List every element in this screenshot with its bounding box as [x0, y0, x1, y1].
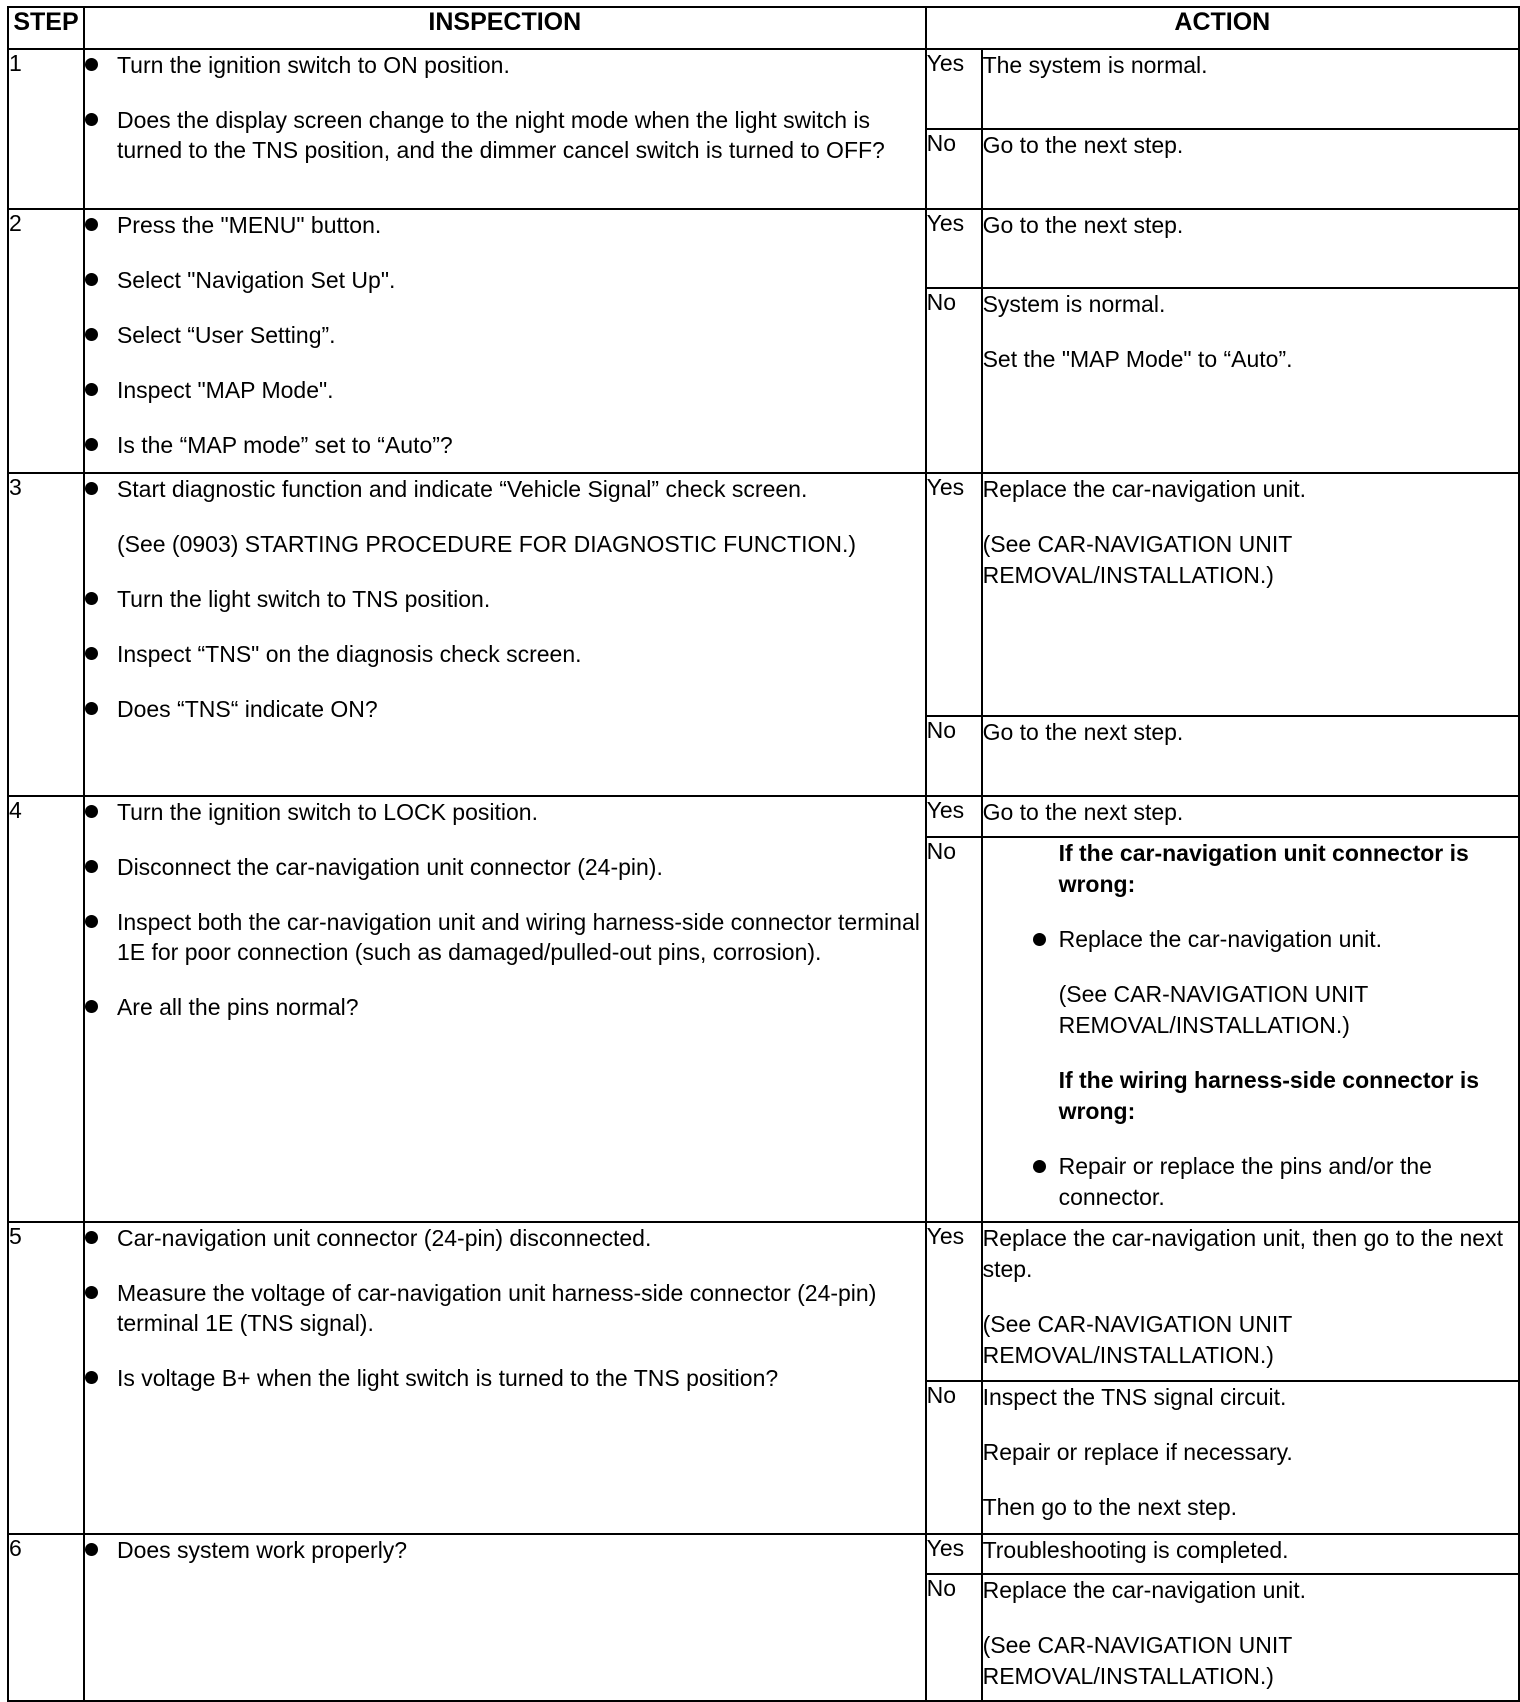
no-label: No — [926, 837, 982, 1222]
action-no — [982, 837, 1519, 1222]
bullet-icon — [85, 647, 98, 660]
action-yes: Replace the car-navigation unit, then go to the next step. (See CAR-NAVIGATION UNIT REMOVAL/INSTALLATION.) — [982, 1222, 1519, 1381]
step-number: 4 — [8, 796, 84, 1222]
bullet-icon — [85, 1000, 98, 1013]
inspection-cell — [84, 49, 926, 209]
list-item: Are all the pins normal? — [85, 992, 925, 1022]
no-label: No — [926, 288, 982, 473]
bullet-icon — [85, 915, 98, 928]
table-row — [8, 796, 1519, 837]
no-label: No — [926, 716, 982, 796]
bullet-icon — [1033, 1160, 1046, 1173]
bullet-icon — [85, 218, 98, 231]
action-yes: The system is normal. — [982, 49, 1519, 129]
action-no: System is normal. Set the "MAP Mode" to “Auto”. — [982, 288, 1519, 473]
header-action: ACTION — [926, 7, 1519, 49]
step-number: 5 — [8, 1222, 84, 1534]
table-row — [8, 209, 1519, 288]
header-step: STEP — [8, 7, 84, 49]
list-item: Turn the ignition switch to LOCK position. — [85, 797, 925, 827]
yes-label: Yes — [926, 796, 982, 837]
list-item: Is voltage B+ when the light switch is turned to the TNS position? — [85, 1363, 925, 1393]
list-item: Disconnect the car-navigation unit connector (24-pin). — [85, 852, 925, 882]
inspection-cell — [84, 1222, 926, 1534]
bullet-icon — [85, 1286, 98, 1299]
list-item: Turn the ignition switch to ON position. — [85, 50, 925, 80]
yes-label: Yes — [926, 473, 982, 716]
list-item: Select “User Setting”. — [85, 320, 925, 350]
action-yes: Troubleshooting is completed. — [982, 1534, 1519, 1574]
reference-note: (See CAR-NAVIGATION UNIT REMOVAL/INSTALLATION.) — [1058, 981, 1368, 1038]
yes-label: Yes — [926, 49, 982, 129]
no-label: No — [926, 1574, 982, 1701]
list-item: Is the “MAP mode” set to “Auto”? — [85, 430, 925, 460]
bullet-icon — [85, 113, 98, 126]
list-item: Press the "MENU" button. — [85, 210, 925, 240]
step-number: 3 — [8, 473, 84, 796]
header-row — [8, 7, 1519, 49]
yes-label: Yes — [926, 209, 982, 288]
list-item: Inspect “TNS" on the diagnosis check screen. — [85, 639, 925, 669]
list-item: Replace the car-navigation unit. — [1033, 924, 1518, 955]
bullet-icon — [85, 592, 98, 605]
table-row — [8, 1534, 1519, 1574]
table-row — [8, 1222, 1519, 1381]
no-label: No — [926, 129, 982, 209]
bullet-icon — [85, 1543, 98, 1556]
header-inspection: INSPECTION — [84, 7, 926, 49]
condition-heading: If the wiring harness-side connector is wrong: — [1058, 1067, 1480, 1124]
action-yes: Go to the next step. — [982, 796, 1519, 837]
table-row — [8, 49, 1519, 129]
step-number: 6 — [8, 1534, 84, 1701]
diagnostic-reference-note: (See (0903) STARTING PROCEDURE FOR DIAGNOSTIC FUNCTION.) — [116, 531, 857, 557]
action-no: Replace the car-navigation unit. (See CAR-NAVIGATION UNIT REMOVAL/INSTALLATION.) — [982, 1574, 1519, 1701]
bullet-icon — [85, 58, 98, 71]
action-no: Go to the next step. — [982, 129, 1519, 209]
step-number: 2 — [8, 209, 84, 473]
bullet-icon — [85, 805, 98, 818]
troubleshooting-table — [7, 6, 1520, 1702]
list-item: Measure the voltage of car-navigation unit harness-side connector (24-pin) terminal 1E (TNS signal). — [85, 1278, 925, 1338]
condition-heading: If the car-navigation unit connector is wrong: — [1058, 840, 1469, 897]
list-item: Inspect "MAP Mode". — [85, 375, 925, 405]
list-item: Car-navigation unit connector (24-pin) disconnected. — [85, 1223, 925, 1253]
list-item: Inspect both the car-navigation unit and wiring harness-side connector terminal 1E for poor connection (such as damaged/pulled-out pins, corrosion). — [85, 907, 925, 967]
inspection-cell — [84, 473, 926, 796]
inspection-cell — [84, 1534, 926, 1701]
bullet-icon — [85, 438, 98, 451]
yes-label: Yes — [926, 1222, 982, 1381]
list-item: Start diagnostic function and indicate “Vehicle Signal” check screen. (See (0903) STARTING PROCEDURE FOR DIAGNOSTIC FUNCTION.) — [85, 474, 925, 559]
action-yes: Replace the car-navigation unit. (See CAR-NAVIGATION UNIT REMOVAL/INSTALLATION.) — [982, 473, 1519, 716]
bullet-icon — [85, 860, 98, 873]
table-row — [8, 473, 1519, 716]
list-item: Turn the light switch to TNS position. — [85, 584, 925, 614]
list-item: Repair or replace the pins and/or the connector. — [1033, 1151, 1518, 1213]
bullet-icon — [85, 273, 98, 286]
no-label: No — [926, 1381, 982, 1534]
bullet-icon — [85, 383, 98, 396]
bullet-icon — [85, 702, 98, 715]
list-item: Select "Navigation Set Up". — [85, 265, 925, 295]
list-item: Does the display screen change to the night mode when the light switch is turned to the TNS position, and the dimmer cancel switch is turned to OFF? — [85, 105, 925, 165]
bullet-icon — [85, 1231, 98, 1244]
list-item: Does “TNS“ indicate ON? — [85, 694, 925, 724]
bullet-icon — [1033, 933, 1046, 946]
bullet-icon — [85, 328, 98, 341]
list-item: Does system work properly? — [85, 1535, 925, 1565]
inspection-cell — [84, 209, 926, 473]
step-number: 1 — [8, 49, 84, 209]
yes-label: Yes — [926, 1534, 982, 1574]
inspection-cell — [84, 796, 926, 1222]
bullet-icon — [85, 1371, 98, 1384]
action-no: Inspect the TNS signal circuit. Repair or replace if necessary. Then go to the next step. — [982, 1381, 1519, 1534]
action-yes: Go to the next step. — [982, 209, 1519, 288]
bullet-icon — [85, 482, 98, 495]
action-no: Go to the next step. — [982, 716, 1519, 796]
troubleshooting-document — [7, 6, 1520, 1702]
